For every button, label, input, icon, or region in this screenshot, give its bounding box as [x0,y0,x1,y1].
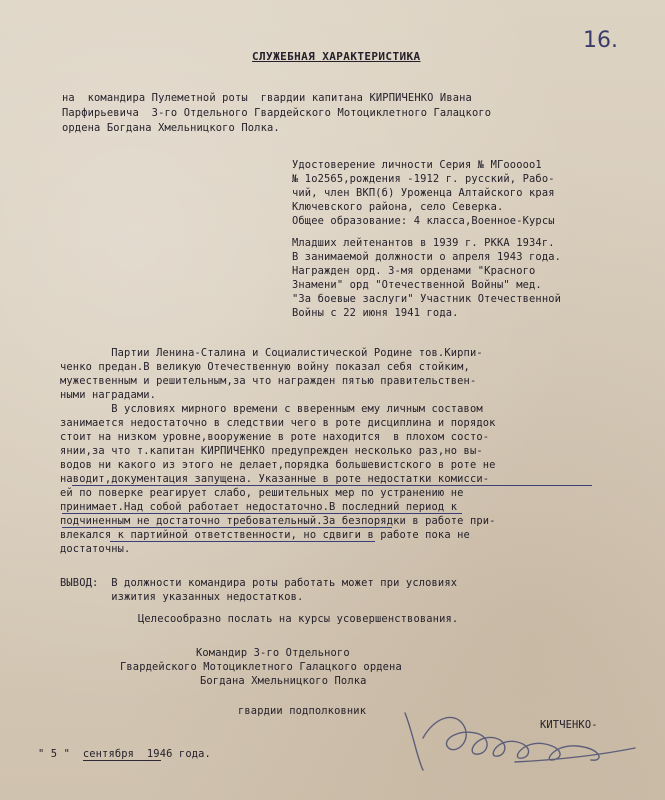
bio-line-1: Удостоверение личности Серия № МГооооо1 [292,159,542,171]
body-line-15: достаточны. [60,543,131,555]
body-line-7: стоит на низком уровне,вооружение в роте находится в плохом состо- [60,431,490,443]
body-line-8: янии,за что т.капитан КИРПИЧЕНКО предупрежден несколько раз,но вы- [60,445,483,457]
page-number: 16. [583,28,618,53]
signatory-name: КИТЧЕНКО- [540,719,598,731]
bio-line-5: Общее образование: 4 класса,Военное-Курсы [292,215,555,227]
bio-line-10: "За боевые заслуги" Участник Отечественной [292,293,562,305]
intro-line-2: Парфирьевича 3-го Отдельного Гвардейского Мотоциклетного Галацкого [62,107,492,119]
conclusion-line-2: изжития указанных недостатков. [60,591,304,603]
body-line-5: В условиях мирного времени с вверенным ему личным составом [60,403,483,415]
commander-line-3: Богдана Хмельницкого Полка [200,675,367,687]
body-line-1: Партии Ленина-Сталина и Социалистической Родине тов.Кирпи- [60,347,483,359]
conclusion-line-1: ВЫВОД: В должности командира роты работать может при условиях [60,577,458,589]
body-line-10: наводит,документация запущена. Указанные в роте недостатки комисси- [60,473,490,485]
handwritten-signature [395,698,655,778]
body-line-11: ей по поверке реагирует слабо, решительных мер по устранению не [60,487,464,499]
hand-underline-2 [62,513,462,514]
bio-line-11: Войны с 22 июня 1941 года. [292,307,459,319]
bio-line-9: Знамени" орд "Отечественной Войны" мед. [292,279,542,291]
hand-underline-1 [72,485,592,486]
body-line-13: подчиненным не достаточно требовательный.За безпорядки в работе при- [60,515,496,527]
intro-line-3: ордена Богдана Хмельницкого Полка. [62,122,280,134]
intro-line-1: на командира Пулеметной роты гвардии капитана КИРПИЧЕНКО Ивана [62,92,472,104]
body-line-6: занимается недостаточно в следствии чего в роте дисциплина и порядок [60,417,496,429]
hand-underline-3 [62,527,392,528]
body-line-4: ными наградами. [60,389,157,401]
bio-line-6: Младших лейтенантов в 1939 г. РККА 1934г. [292,237,555,249]
body-line-9: водов ни какого из этого не делает,порядка большевистского в роте не [60,459,496,471]
bio-line-7: В занимаемой должности о апреля 1943 года. [292,251,562,263]
hand-underline-4 [110,541,375,542]
bio-line-2: № 1о2565,рождения -1912 г. русский, Рабо- [292,173,555,185]
commander-line-2: Гвардейского Мотоциклетного Галацкого ордена [120,661,402,673]
bio-line-4: Ключевского района, село Северка. [292,201,504,213]
recommendation: Целесообразно послать на курсы усовершенствования. [138,613,459,625]
body-line-2: ченко предан.В великую Отечественную войну показал себя стойким, [60,361,470,373]
body-line-12: принимает.Над собой работает недостаточно.В последний период к [60,501,458,513]
document-title: СЛУЖЕБНАЯ ХАРАКТЕРИСТИКА [252,50,421,63]
commander-rank: гвардии подполковник [238,705,367,717]
body-line-14: влекался к партийной ответственности, но сдвиги в работе пока не [60,529,470,541]
bio-line-8: Награжден орд. 3-мя орденами "Красного [292,265,536,277]
commander-line-1: Командир 3-го Отдельного [196,647,350,659]
document-date: " 5 " сентября 1946 года. [38,748,211,760]
bio-line-3: чий, член ВКП(б) Уроженца Алтайского края [292,187,555,199]
body-line-3: мужественным и решительным,за что награжден пятью правительствен- [60,375,477,387]
date-underline [83,760,161,761]
